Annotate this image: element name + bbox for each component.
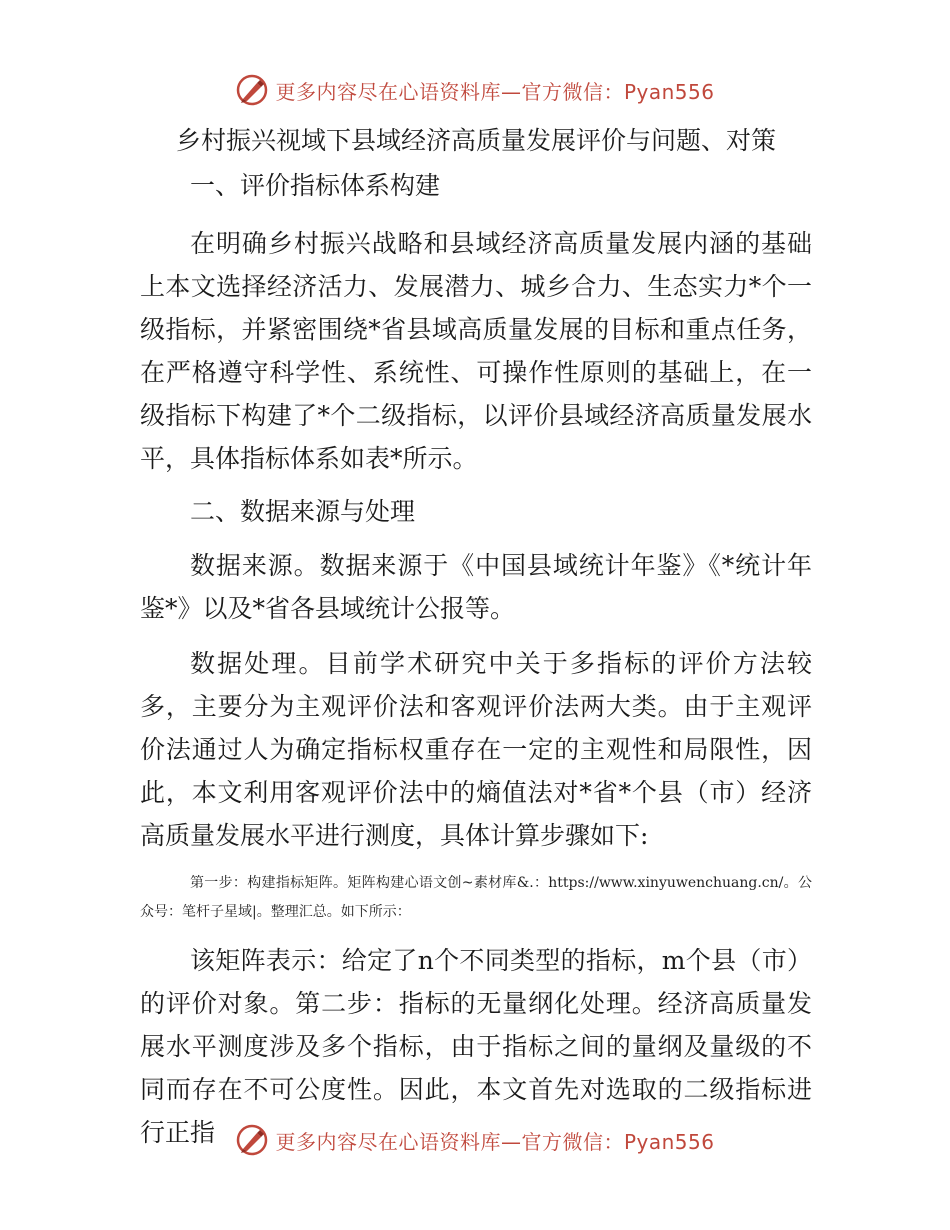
document-body xyxy=(140,118,812,1154)
step1-note: 第一步：构建指标矩阵。矩阵构建心语文创~素材库&.：https://www.xinyuwenchuang.cn/。公众号：笔杆子星域|。整理汇总。如下所示： xyxy=(140,875,812,920)
banner-text: 更多内容尽在心语资料库—官方微信：Pyan556 xyxy=(275,79,715,104)
footer-banner xyxy=(0,1120,950,1160)
pen-logo-icon xyxy=(235,1123,269,1157)
pen-logo-icon xyxy=(235,73,269,107)
data-processing-paragraph: 数据处理。目前学术研究中关于多指标的评价方法较多，主要分为主观评价法和客观评价法两大类。由于主观评价法通过人为确定指标权重存在一定的主观性和局限性，因此，本文利用客观评价法中的熵值法对*省*个县（市）经济高质量发展水平进行测度，具体计算步骤如下: xyxy=(140,649,812,850)
banner-text: 更多内容尽在心语资料库—官方微信：Pyan556 xyxy=(275,1129,715,1154)
section1-paragraph: 在明确乡村振兴战略和县域经济高质量发展内涵的基础上本文选择经济活力、发展潜力、城乡合力、生态实力*个一级指标，并紧密围绕*省县域高质量发展的目标和重点任务，在严格遵守科学性、系统性、可操作性原则的基础上，在一级指标下构建了*个二级指标，以评价县域经济高质量发展水平，具体指标体系如表*所示。 xyxy=(140,229,812,473)
header-banner xyxy=(0,70,950,110)
data-source-paragraph: 数据来源。数据来源于《中国县域统计年鉴》《*统计年鉴*》以及*省各县域统计公报等。 xyxy=(140,551,812,623)
section-heading-2: 二、数据来源与处理 xyxy=(190,497,416,526)
matrix-paragraph: 该矩阵表示：给定了n个不同类型的指标，m个县（市）的评价对象。第二步：指标的无量纲化处理。经济高质量发展水平测度涉及多个指标，由于指标之间的量纲及量级的不同而存在不可公度性。因此，本文首先对选取的二级指标进行正指 xyxy=(140,946,812,1147)
section-heading-1: 一、评价指标体系构建 xyxy=(190,171,441,200)
document-title: 乡村振兴视域下县域经济高质量发展评价与问题、对策 xyxy=(175,126,776,155)
